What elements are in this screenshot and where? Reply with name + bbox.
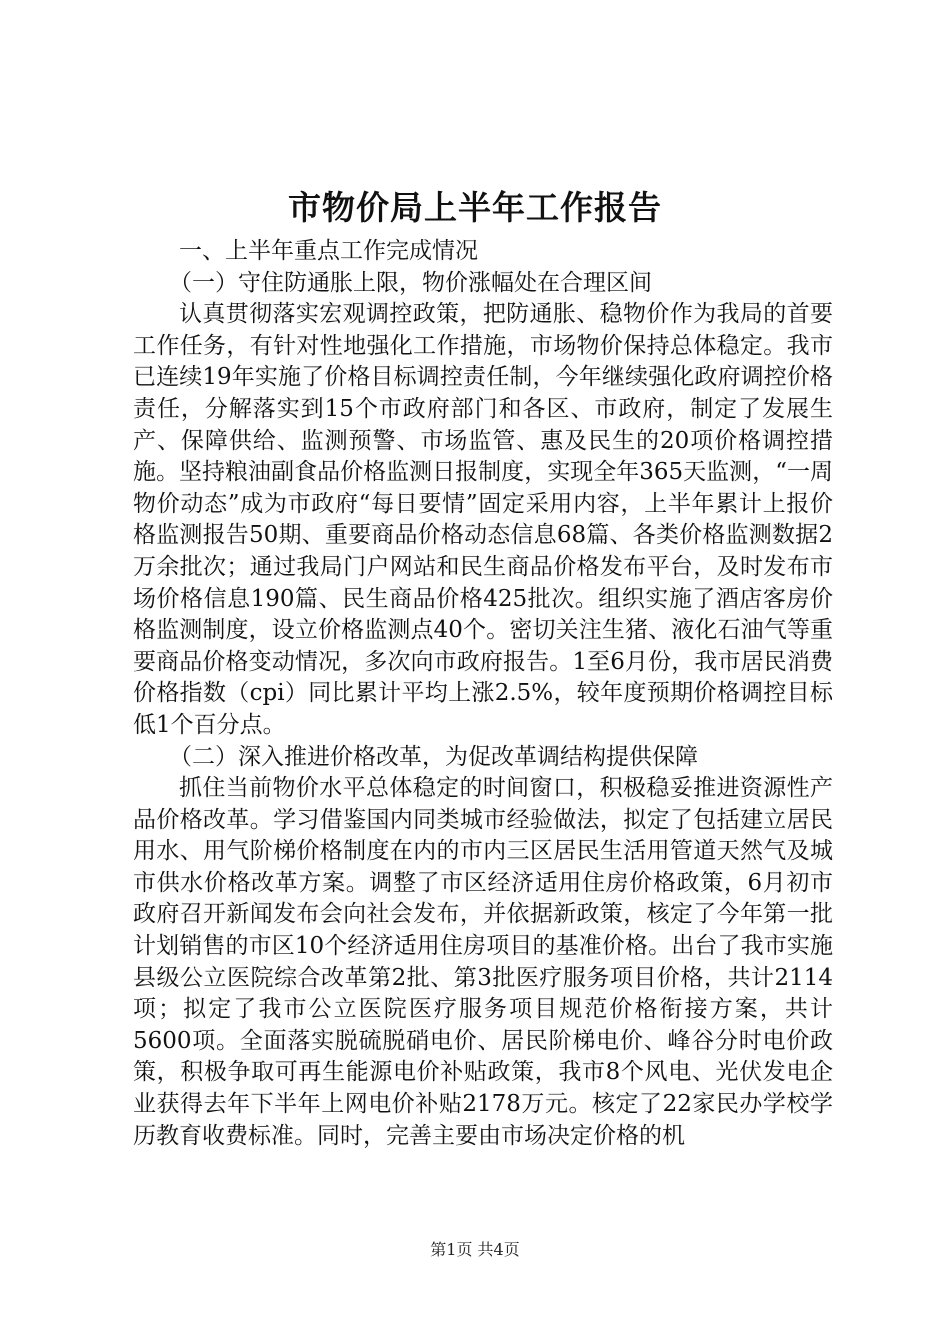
document-body (133, 236, 833, 1152)
section-heading: 一、上半年重点工作完成情况 (179, 238, 478, 264)
subheading-1: （一）守住防通胀上限，物价涨幅处在合理区间 (169, 269, 652, 296)
page-number-label: 第1页 共4页 (430, 1240, 520, 1259)
paragraph-1: 认真贯彻落实宏观调控政策，把防通胀、稳物价作为我局的首要工作任务，有针对性地强化工作措施，市场物价保持总体稳定。我市已连续19年实施了价格目标调控责任制，今年继续强化政府调控价格责任，分解落实到15个市政府部门和各区、市政府，制定了发展生产、保障供给、监测预警、市场监管、惠及民生的20项价格调控措施。坚持粮油副食品价格监测日报制度，实现全年365天监测，“一周物价动态”成为市政府“每日要情”固定采用内容，上半年累计上报价格监测报告50期、重要商品价格动态信息68篇、各类价格监测数据2万余批次；通过我局门户网站和民生商品价格发布平台，及时发布市场价格信息190篇、民生商品价格425批次。组织实施了酒店客房价格监测制度，设立价格监测点40个。密切关注生猪、液化石油气等重要商品价格变动情况，多次向市政府报告。1至6月份，我市居民消费价格指数（cpi）同比累计平均上涨2.5%，较年度预期价格调控目标低1个百分点。 (133, 301, 833, 738)
subheading-2: （二）深入推进价格改革，为促改革调结构提供保障 (169, 743, 698, 770)
page-footer (0, 1239, 950, 1261)
paragraph-2: 抓住当前物价水平总体稳定的时间窗口，积极稳妥推进资源性产品价格改革。学习借鉴国内同类城市经验做法，拟定了包括建立居民用水、用气阶梯价格制度在内的市内三区居民生活用管道天然气及城市供水价格改革方案。调整了市区经济适用住房价格政策，6月初市政府召开新闻发布会向社会发布，并依据新政策，核定了今年第一批计划销售的市区10个经济适用住房项目的基准价格。出台了我市实施县级公立医院综合改革第2批、第3批医疗服务项目价格，共计2114项；拟定了我市公立医院医疗服务项目规范价格衔接方案，共计5600项。全面落实脱硫脱硝电价、居民阶梯电价、峰谷分时电价政策，积极争取可再生能源电价补贴政策，我市8个风电、光伏发电企业获得去年下半年上网电价补贴2178万元。核定了22家民办学校学历教育收费标准。同时，完善主要由市场决定价格的机 (133, 775, 833, 1149)
document-title: 市物价局上半年工作报告 (288, 188, 662, 227)
